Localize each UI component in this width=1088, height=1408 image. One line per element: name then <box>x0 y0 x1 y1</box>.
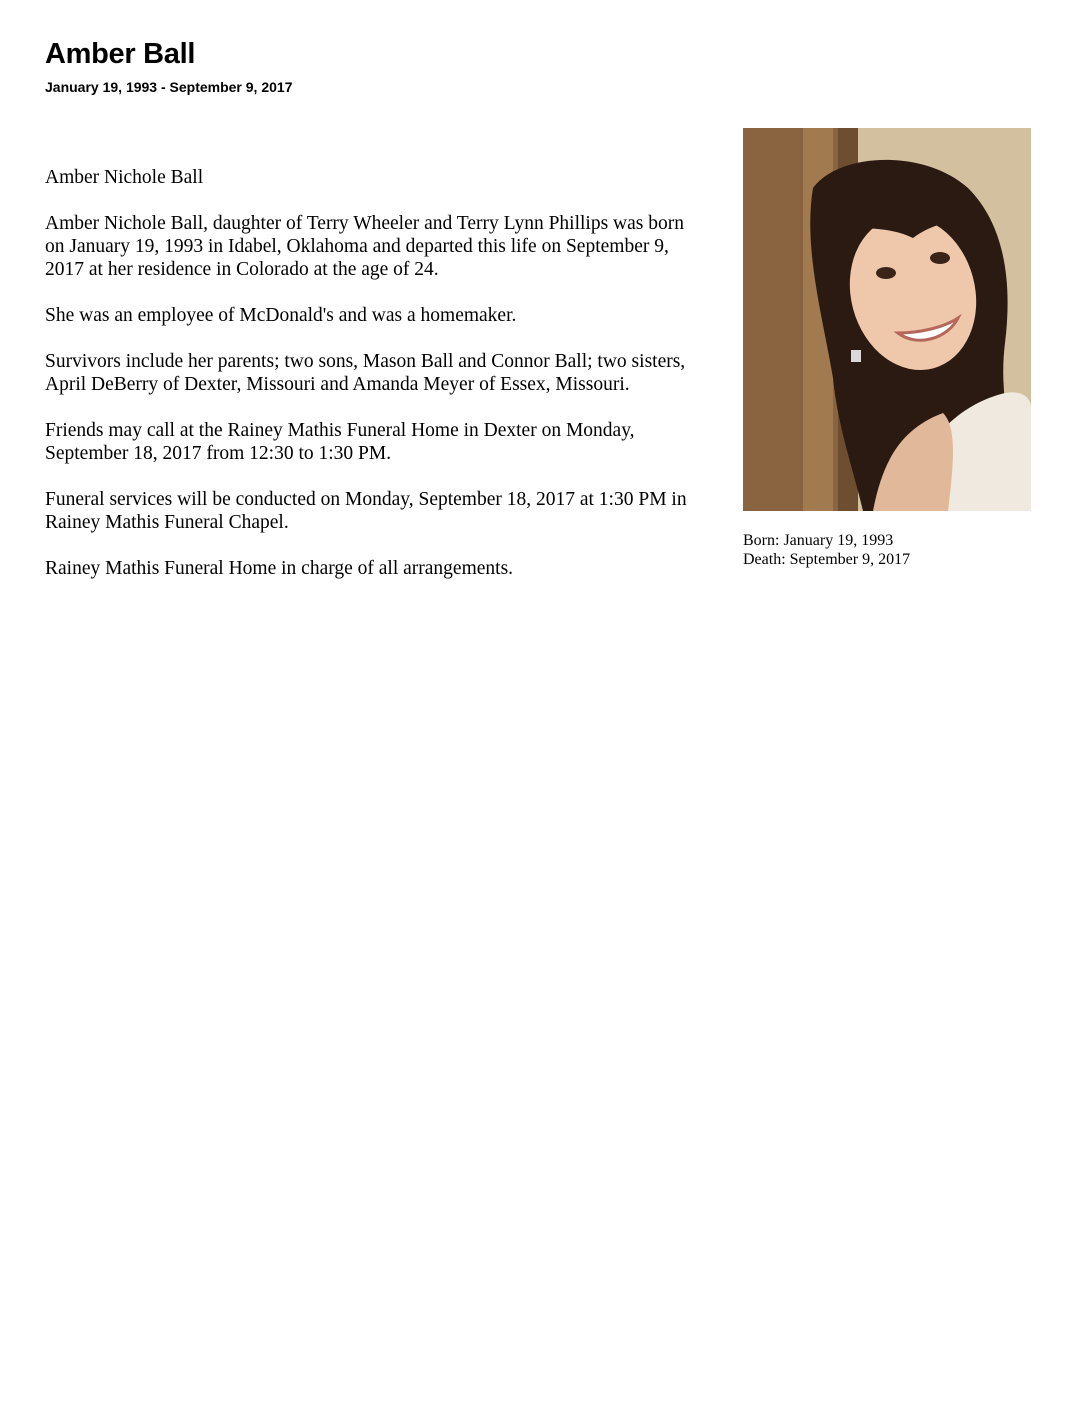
page-title: Amber Ball <box>45 38 196 70</box>
portrait-photo <box>743 128 1031 511</box>
obituary-text <box>45 166 705 603</box>
date-range: January 19, 1993 - September 9, 2017 <box>45 79 293 95</box>
life-dates-caption <box>743 531 1043 569</box>
obituary-paragraph: Survivors include her parents; two sons, Mason Ball and Connor Ball; two sisters, April DeBerry of Dexter, Missouri and Amanda Meyer of Essex, Missouri. <box>45 351 686 395</box>
obituary-paragraph: She was an employee of McDonald's and was a homemaker. <box>45 305 517 326</box>
obituary-paragraph: Rainey Mathis Funeral Home in charge of all arrangements. <box>45 558 514 579</box>
born-date: Born: January 19, 1993 <box>743 532 894 549</box>
obituary-paragraph: Friends may call at the Rainey Mathis Funeral Home in Dexter on Monday, September 18, 2017 from 12:30 to 1:30 PM. <box>45 420 635 464</box>
obituary-paragraph: Funeral services will be conducted on Monday, September 18, 2017 at 1:30 PM in Rainey Mathis Funeral Chapel. <box>45 489 687 533</box>
obituary-full-name: Amber Nichole Ball <box>45 167 204 188</box>
obituary-paragraph: Amber Nichole Ball, daughter of Terry Wheeler and Terry Lynn Phillips was born on January 19, 1993 in Idabel, Oklahoma and departed this life on September 9, 2017 at her residence in Colorado at the age of 24. <box>45 213 684 280</box>
death-date: Death: September 9, 2017 <box>743 551 911 568</box>
